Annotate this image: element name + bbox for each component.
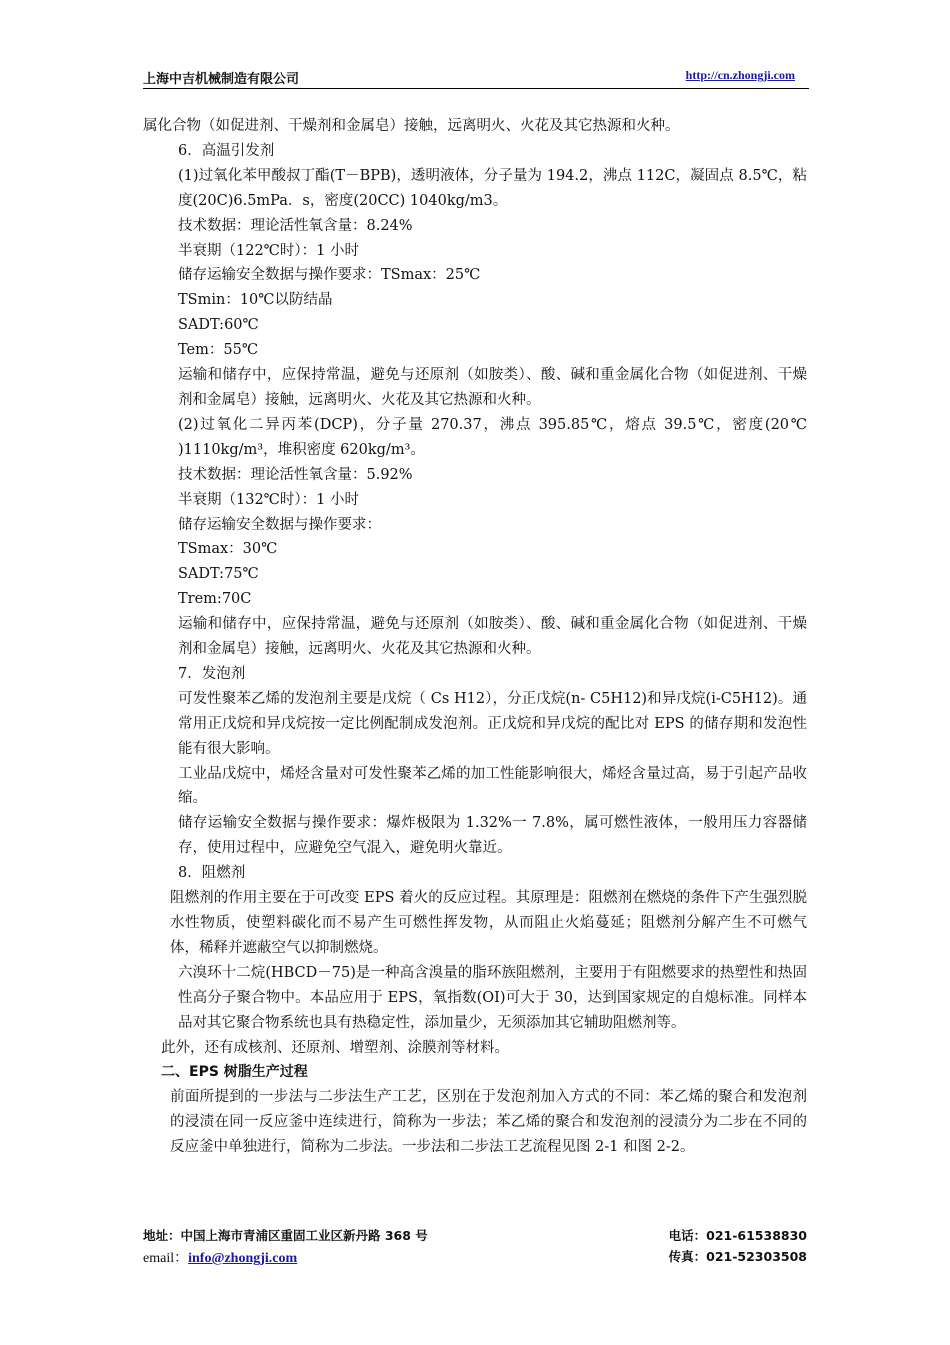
email-link[interactable]: info@zhongji.com [188, 1251, 298, 1266]
fax-text: 传真：021-52303508 [668, 1249, 807, 1264]
page-footer [143, 1226, 807, 1266]
paragraph: 前面所提到的一步法与二步法生产工艺，区别在于发泡剂加入方式的不同：苯乙烯的聚合和发泡剂的浸渍在同一反应釜中连续进行，简称为一步法；苯乙烯的聚合和发泡剂的浸渍分为二步在不同的反应釜中单独进行，简称为二步法。一步法和二步法工艺流程见图 2-1 和图 2-2。 [170, 1089, 807, 1156]
page-header [143, 68, 809, 89]
paragraph: 运输和储存中，应保持常温，避免与还原剂（如胺类）、酸、碱和重金属化合物（如促进剂、干燥剂和金属皂）接触，远离明火、火花及其它热源和火种。 [178, 616, 807, 658]
paragraph: 阻燃剂的作用主要在于可改变 EPS 着火的反应过程。其原理是：阻燃剂在燃烧的条件下产生强烈脱水性物质，使塑料碳化而不易产生可燃性挥发物，从而阻止火焰蔓延；阻燃剂分解产生不可燃气体，稀释并遮蔽空气以抑制燃烧。 [170, 890, 807, 956]
paragraph: 此外，还有成核剂、还原剂、增塑剂、涂膜剂等材料。 [161, 1039, 509, 1056]
paragraph: 6．高温引发剂 [178, 142, 275, 159]
company-name: 上海中吉机械制造有限公司 [143, 72, 300, 87]
paragraph: 半衰期（122℃时）：1 小时 [178, 242, 359, 259]
paragraph: 技术数据：理论活性氧含量：8.24% [178, 217, 413, 234]
address-text: 地址：中国上海市青浦区重固工业区新丹路 368 号 [143, 1228, 428, 1243]
paragraph: 工业品戊烷中，烯烃含量对可发性聚苯乙烯的加工性能影响很大，烯烃含量过高，易于引起产品收缩。 [178, 765, 807, 807]
paragraph: Tem：55℃ [178, 342, 259, 359]
paragraph: TSmax：30℃ [178, 541, 278, 558]
paragraph: 半衰期（132℃时）：1 小时 [178, 491, 359, 508]
email-label: email： [143, 1251, 189, 1266]
paragraph: 属化合物（如促进剂、干燥剂和金属皂）接触，远离明火、火花及其它热源和火种。 [143, 118, 680, 134]
paragraph: (2)过氧化二异丙苯(DCP)，分子量 270.37，沸点 395.85℃，熔点 39.5℃，密度(20℃ )1110kg/m³，堆积密度 620kg/m³。 [178, 416, 807, 458]
paragraph: 储存运输安全数据与操作要求：爆炸极限为 1.32%一 7.8%，属可燃性液体，一般用压力容器储存，使用过程中，应避免空气混入，避免明火靠近。 [178, 815, 807, 857]
paragraph: 8．阻燃剂 [178, 865, 246, 882]
paragraph: SADT:60℃ [178, 317, 259, 334]
paragraph: 可发性聚苯乙烯的发泡剂主要是戊烷（ Cs H12），分正戊烷(n- C5H12)和异戊烷(i-C5H12)。通常用正戊烷和异戊烷按一定比例配制成发泡剂。正戊烷和异戊烷的配比对 EPS 的储存期和发泡性能有很大影响。 [178, 690, 807, 757]
phone-text: 电话：021-61538830 [668, 1228, 807, 1243]
paragraph: SADT:75℃ [178, 566, 259, 583]
paragraph: 储存运输安全数据与操作要求： [178, 516, 381, 533]
email-line [143, 1247, 297, 1267]
paragraph: (1)过氧化苯甲酸叔丁酯(T－BPB)，透明液体，分子量为 194.2，沸点 112C，凝固点 8.5℃，粘度(20C)6.5mPa．s，密度(20CC) 1040kg/m3。 [178, 167, 807, 209]
paragraph: Trem:70C [178, 591, 252, 608]
paragraph: 技术数据：理论活性氧含量：5.92% [178, 466, 413, 483]
section-heading: 二、EPS 树脂生产过程 [161, 1064, 308, 1081]
paragraph: 运输和储存中，应保持常温，避免与还原剂（如胺类）、酸、碱和重金属化合物（如促进剂、干燥剂和金属皂）接触，远离明火、火花及其它热源和火种。 [178, 367, 807, 408]
paragraph: 7．发泡剂 [178, 665, 246, 682]
paragraph: 储存运输安全数据与操作要求：TSmax：25℃ [178, 267, 481, 284]
paragraph: TSmin：10℃以防结晶 [178, 292, 333, 309]
document-body [143, 114, 807, 1160]
website-link[interactable]: http://cn.zhongji.com [685, 68, 795, 82]
paragraph: 六溴环十二烷(HBCD－75)是一种高含溴量的脂环族阻燃剂，主要用于有阻燃要求的热塑性和热固性高分子聚合物中。本品应用于 EPS，氧指数(OI)可大于 30，达到国家规定的自熄标准。同样本品对其它聚合物系统也具有热稳定性，添加量少，无须添加其它辅助阻燃剂等。 [178, 964, 807, 1031]
